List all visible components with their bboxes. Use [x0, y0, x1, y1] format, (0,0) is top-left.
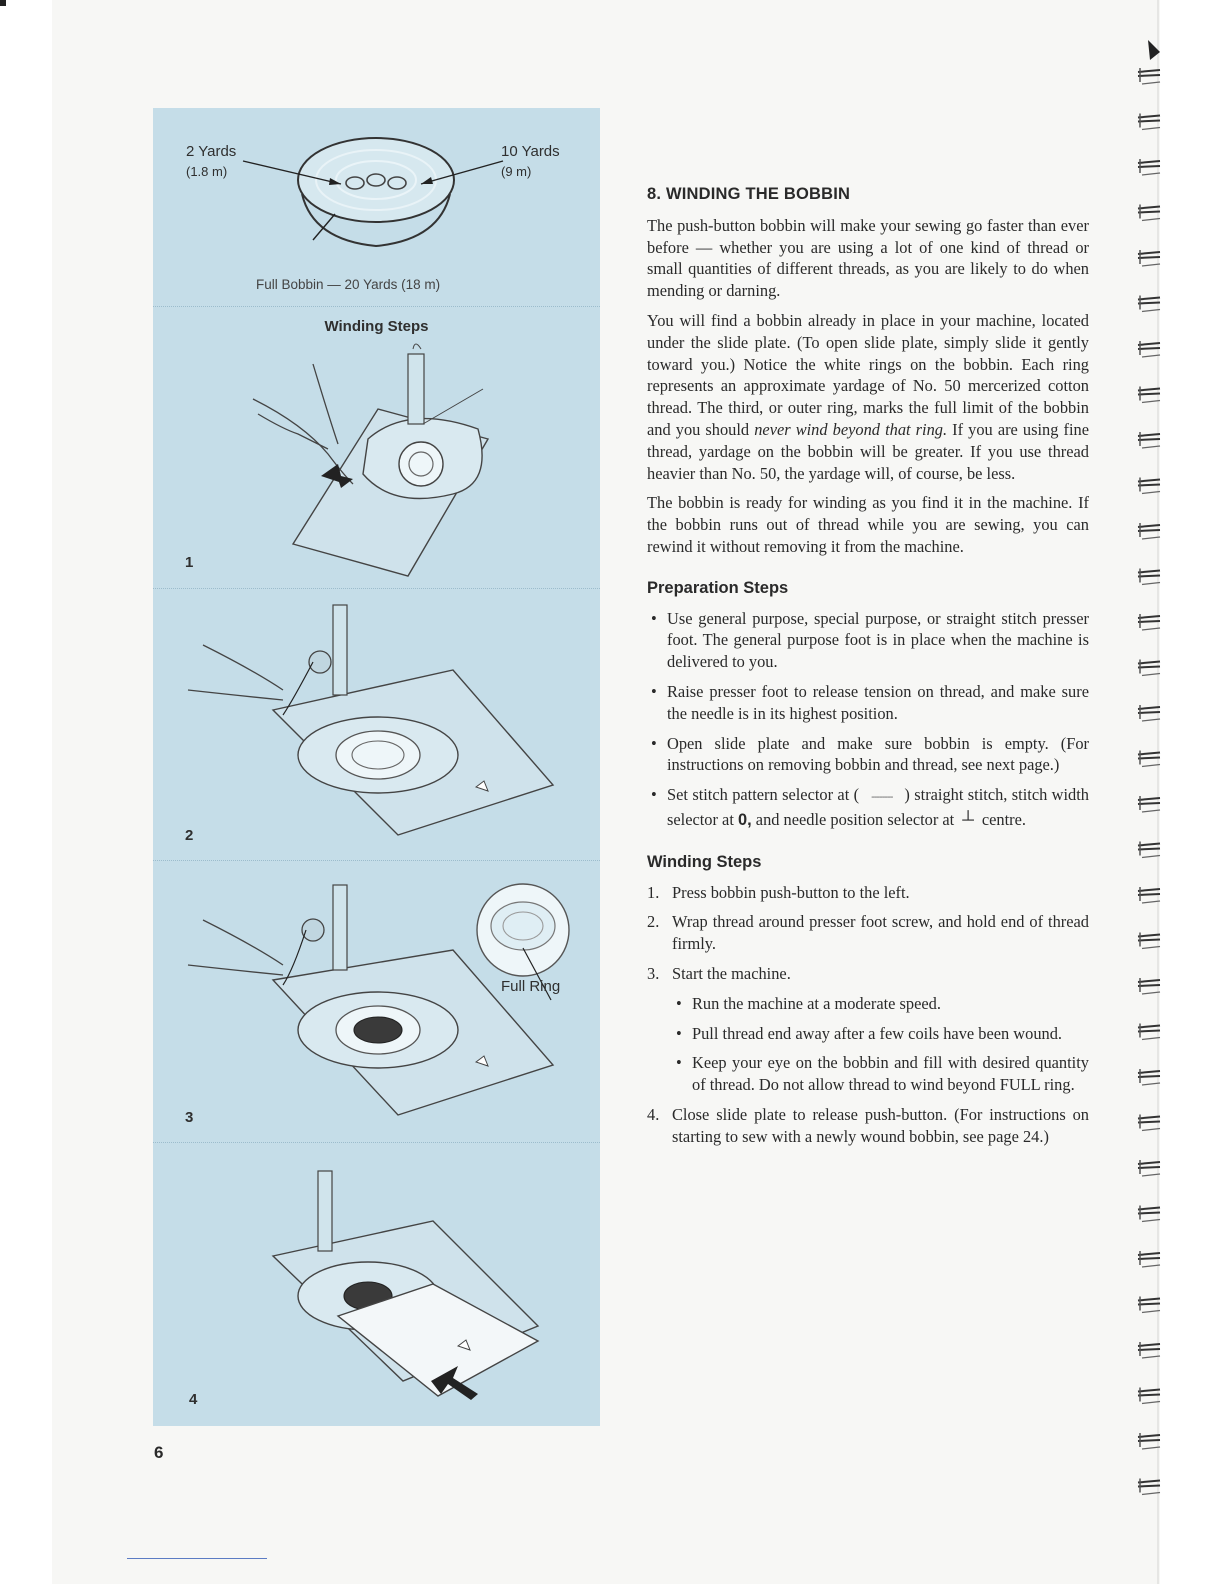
binding-coil [1138, 205, 1160, 221]
preparation-step: • Use general purpose, special purpose, or straight stitch presser foot. The general purpose foot is in place when the machine is delivered to you. [647, 608, 1089, 673]
step-2-illustration [153, 600, 600, 850]
binding-coil [1138, 1069, 1160, 1085]
label-10-yards-metric: (9 m) [501, 163, 532, 179]
preparation-steps-title: Preparation Steps [647, 578, 789, 597]
binding-coil [1138, 887, 1160, 903]
winding-steps-figure-title: Winding Steps [324, 318, 429, 335]
preparation-step [647, 784, 1089, 832]
paragraph-text: If you are using fine thread, yardage on the bobbin will be greater. If you use thread heavier than No. 50, the yardage will, of course, be less. [647, 419, 1089, 483]
left-margin [0, 0, 52, 1584]
winding-steps-title: Winding Steps [647, 852, 762, 871]
label-2-yards-metric: (1.8 m) [186, 163, 228, 179]
binding-coil [1138, 341, 1160, 357]
panel-divider [153, 860, 600, 861]
binding-coil [1138, 159, 1160, 175]
panel-divider [153, 1142, 600, 1143]
step-text: Start the machine. [672, 963, 791, 983]
panel-divider [153, 588, 600, 589]
spiral-binding [1130, 0, 1224, 1584]
width-zero-value: 0, [738, 810, 752, 829]
preparation-step: • Open slide plate and make sure bobbin is empty. (For instructions on removing bobbin and thread, see next page.) [647, 733, 1089, 777]
scan-artifact-line [127, 1558, 267, 1559]
binding-coil [1138, 1251, 1160, 1267]
step-number: 1. [647, 882, 660, 902]
binding-coil [1138, 1433, 1160, 1449]
binding-coil [1138, 1206, 1160, 1222]
binding-coil [1138, 250, 1160, 266]
binding-coil [1138, 1024, 1160, 1040]
text-column [647, 184, 1089, 1155]
paragraph-text: You will find a bobbin already in place in your machine, located under the slide plate. (To open slide plate, simply slide it gently toward you.) Notice the white rings on the bobbin. Each ring represents an approximate yardage of No. 50 mercerized cotton thread. The third, or outer ring, marks the full limit of the bobbin and you should [647, 310, 1089, 439]
winding-step [647, 911, 1089, 955]
step-1-illustration [153, 344, 600, 584]
scan-corner-mark [0, 0, 6, 6]
winding-substep: • Keep your eye on the bobbin and fill with desired quantity of thread. Do not allow thread to wind beyond FULL ring. [672, 1052, 1089, 1096]
step-number: 4. [647, 1104, 660, 1124]
illustration-panel [153, 108, 600, 1426]
binding-coil [1138, 1160, 1160, 1176]
needle-centre-symbol: ┴ [962, 810, 974, 829]
step-text: centre. [981, 809, 1027, 829]
page-number: 6 [154, 1443, 164, 1462]
straight-stitch-symbol: -------- [871, 791, 893, 804]
binding-coil [1138, 933, 1160, 949]
binding-coil [1138, 1479, 1160, 1495]
binding-coil [1138, 660, 1160, 676]
binding-coil [1138, 523, 1160, 539]
step-number: 2. [647, 912, 660, 932]
winding-step [647, 882, 1089, 904]
label-2-yards [186, 142, 236, 181]
step-number: 3. [647, 963, 660, 983]
preparation-steps-list [647, 608, 1089, 832]
step-text: Close slide plate to release push-button. (For instructions on starting to sew with a newly wound bobbin, see page 24.) [672, 1104, 1089, 1146]
binding-coil [1138, 114, 1160, 130]
label-10-yards [501, 142, 560, 181]
label-2-yards-text: 2 Yards [186, 143, 237, 160]
step-number-1: 1 [185, 554, 194, 571]
panel-divider [153, 306, 600, 307]
winding-substep: • Run the machine at a moderate speed. [672, 993, 1089, 1015]
intro-paragraph-3: The bobbin is ready for winding as you find it in the machine. If the bobbin runs out of thread while you are sewing, you can rewind it without removing it from the machine. [647, 493, 1089, 556]
binding-coil [1138, 1115, 1160, 1131]
binding-coil [1138, 1297, 1160, 1313]
binding-coil [1138, 705, 1160, 721]
binding-coil [1138, 68, 1160, 84]
winding-substep: • Pull thread end away after a few coils have been wound. [672, 1023, 1089, 1045]
binding-coil [1138, 978, 1160, 994]
label-full-ring: Full Ring [501, 978, 561, 995]
binding-coil [1138, 432, 1160, 448]
winding-substeps [672, 993, 1089, 1096]
binding-coil [1138, 387, 1160, 403]
step-text: Press bobbin push-button to the left. [672, 882, 910, 902]
binding-coil [1138, 1388, 1160, 1404]
step-text: Wrap thread around presser foot screw, and hold end of thread firmly. [672, 912, 1089, 954]
step-number-4: 4 [189, 1391, 198, 1408]
binding-coil [1138, 478, 1160, 494]
binding-coil [1138, 796, 1160, 812]
step-text: and needle position selector at [755, 809, 955, 829]
binding-coil [1138, 842, 1160, 858]
intro-paragraph-2 [647, 310, 1089, 484]
label-full-bobbin: Full Bobbin — 20 Yards (18 m) [256, 277, 441, 292]
step-number-3: 3 [185, 1109, 194, 1126]
emphasis-text: never wind beyond that ring. [754, 419, 948, 439]
binding-coil [1138, 296, 1160, 312]
winding-step [647, 1104, 1089, 1148]
section-title: 8. WINDING THE BOBBIN [647, 185, 851, 203]
label-10-yards-text: 10 Yards [501, 143, 560, 160]
step-number-2: 2 [185, 827, 194, 844]
step-4-illustration [153, 1166, 600, 1406]
binding-coil [1138, 614, 1160, 630]
binding-coil [1138, 751, 1160, 767]
binding-coil [1138, 569, 1160, 585]
step-text: ) straight stitch, stitch width selector at [667, 785, 1090, 829]
winding-step [647, 963, 1089, 1096]
step-text: Set stitch pattern selector at ( [667, 785, 860, 805]
step-3-illustration [153, 880, 600, 1130]
preparation-step: • Raise presser foot to release tension on thread, and make sure the needle is in its highest position. [647, 681, 1089, 725]
binding-coil [1138, 1342, 1160, 1358]
winding-steps-list [647, 882, 1089, 1148]
intro-paragraph-1: The push-button bobbin will make your sewing go faster than ever before — whether you are using a lot of one kind of thread or small quantities of different threads, as you are likely to do when mending or darning. [647, 215, 1089, 301]
